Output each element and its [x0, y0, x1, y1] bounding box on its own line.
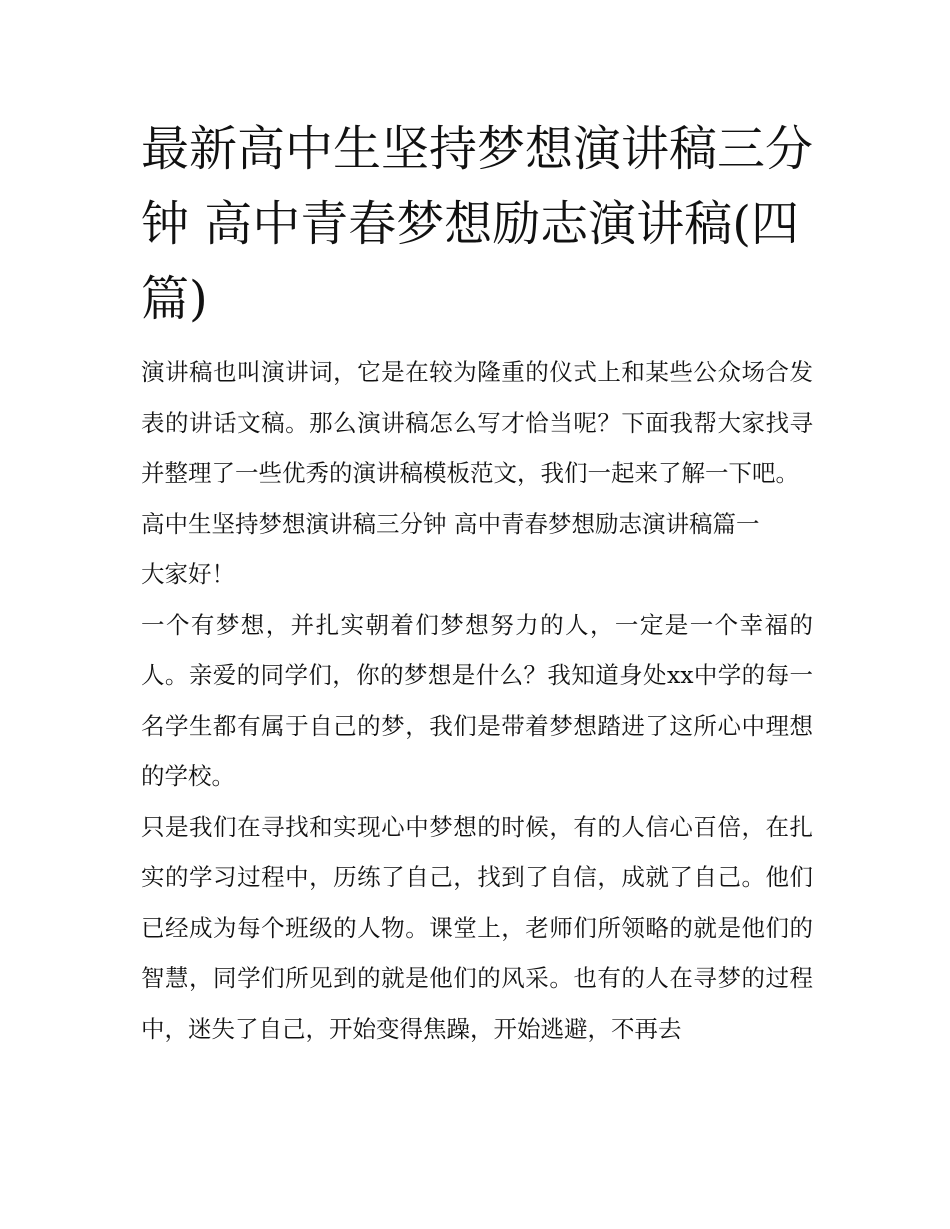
paragraph-body-2: 只是我们在寻找和实现心中梦想的时候，有的人信心百倍，在扎实的学习过程中，历练了自己，找到了自信，成就了自己。他们已经成为每个班级的人物。课堂上，老师们所领略的就是他们的智慧，同学们所见到的就是他们的风采。也有的人在寻梦的过程中，迷失了自己，开始变得焦躁，开始逃避，不再去 — [141, 812, 813, 1043]
paragraph-body-1: 一个有梦想，并扎实朝着们梦想努力的人，一定是一个幸福的人。亲爱的同学们，你的梦想是什么？我知道身处xx中学的每一名学生都有属于自己的梦，我们是带着梦想踏进了这所心中理想的学校。 — [141, 610, 813, 790]
paragraph-section-heading: 高中生坚持梦想演讲稿三分钟 高中青春梦想励志演讲稿篇一 — [141, 509, 760, 538]
paragraph-intro: 演讲稿也叫演讲词，它是在较为隆重的仪式上和某些公众场合发表的讲话文稿。那么演讲稿怎么写才恰当呢？下面我帮大家找寻并整理了一些优秀的演讲稿模板范文，我们一起来了解一下吧。 — [141, 358, 813, 487]
document-body — [141, 112, 813, 1054]
document-title: 最新高中生坚持梦想演讲稿三分钟 高中青春梦想励志演讲稿(四篇) — [141, 121, 814, 327]
paragraph-greeting: 大家好！ — [141, 560, 235, 588]
